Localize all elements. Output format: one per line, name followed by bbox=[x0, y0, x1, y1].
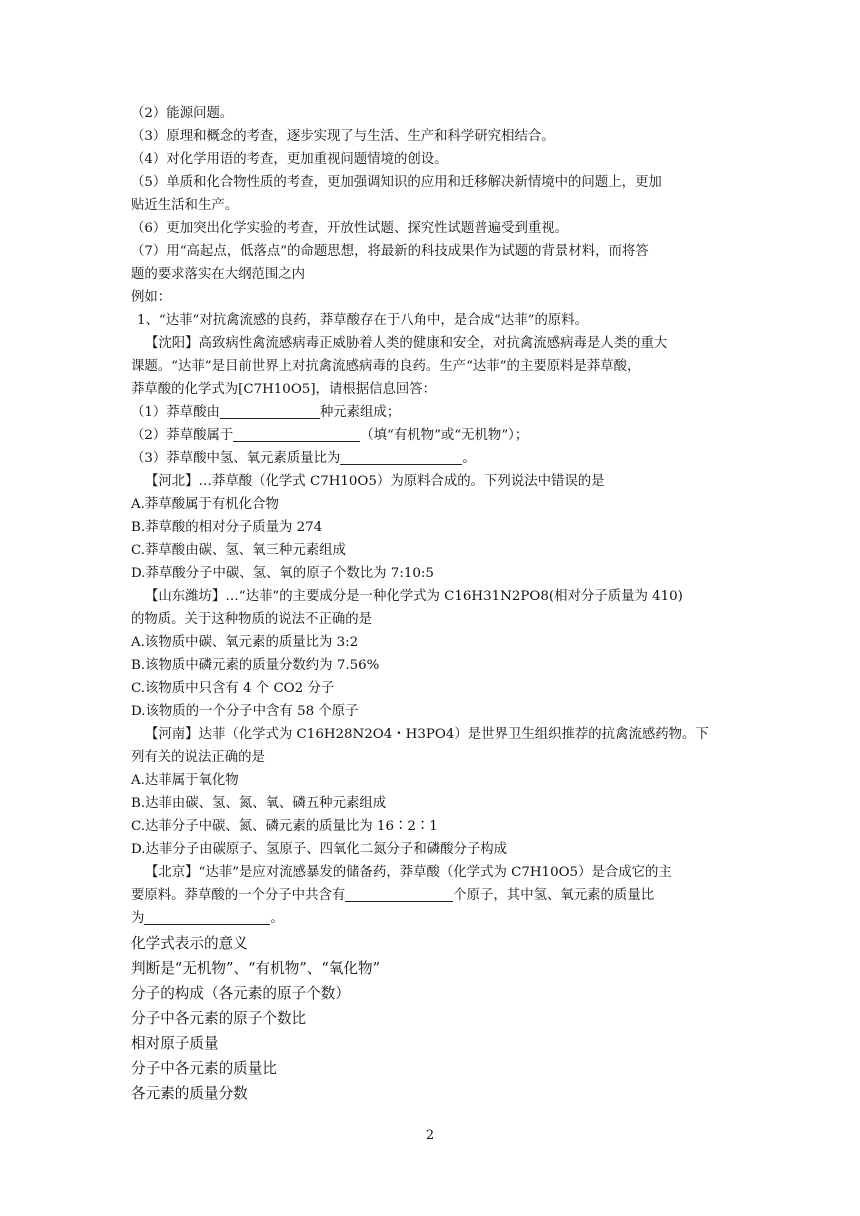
text-line: 【北京】“达菲”是应对流感暴发的储备药，莽草酸（化学式为 C7H10O5）是合成它的主 bbox=[145, 865, 672, 880]
text-line: （4）对化学用语的考查，更加重视问题情境的创设。 bbox=[131, 152, 448, 167]
text-line: 各元素的质量分数 bbox=[131, 1085, 248, 1102]
text-line: 判断是“无机物”、“有机物”、“氧化物” bbox=[131, 960, 381, 977]
option-line: D.达菲分子由碳原子、氢原子、四氧化二氮分子和磷酸分子构成 bbox=[131, 842, 508, 857]
text-line: 1、“达菲”对抗禽流感的良药，莽草酸存在于八角中，是合成“达菲”的原料。 bbox=[137, 313, 589, 328]
text-line: 莽草酸的化学式为[C7H10O5]，请根据信息回答： bbox=[131, 382, 437, 397]
text-line: 贴近生活和生产。 bbox=[131, 198, 239, 213]
answer-blank[interactable] bbox=[144, 910, 270, 925]
question-line bbox=[131, 403, 400, 422]
answer-blank[interactable] bbox=[220, 404, 320, 419]
question-text: （2）莽草酸属于 bbox=[131, 428, 234, 443]
text-line: 【河北】…莽草酸（化学式 C7H10O5）为原料合成的。下列说法中错误的是 bbox=[145, 474, 605, 489]
question-text: 种元素组成； bbox=[319, 405, 401, 420]
text-line: （2）能源问题。 bbox=[131, 106, 234, 121]
answer-blank[interactable] bbox=[340, 450, 462, 465]
text-line: 的物质。关于这种物质的说法不正确的是 bbox=[131, 612, 373, 627]
question-text: （3）莽草酸中氢、氧元素质量比为 bbox=[131, 451, 341, 466]
question-line bbox=[131, 886, 654, 905]
option-line: C.该物质中只含有 4 个 CO2 分子 bbox=[131, 681, 335, 696]
option-line: B.达菲由碳、氢、氮、氧、磷五种元素组成 bbox=[131, 796, 387, 811]
text-line: 课题。“达菲”是目前世界上对抗禽流感病毒的良药。生产“达菲”的主要原料是莽草酸， bbox=[131, 359, 641, 374]
text-line: （5）单质和化合物性质的考查，更加强调知识的应用和迁移解决新情境中的问题上，更加 bbox=[131, 175, 662, 190]
text-line: 分子的构成（各元素的原子个数） bbox=[131, 985, 350, 1002]
answer-blank[interactable] bbox=[233, 427, 360, 442]
text-line: 【河南】达菲（化学式为 C16H28N2O4・H3PO4）是世界卫生组织推荐的抗禽流感药物。下 bbox=[145, 727, 709, 742]
question-text: 为 bbox=[131, 911, 145, 926]
question-line bbox=[131, 449, 476, 468]
text-line: （6）更加突出化学实验的考查，开放性试题、探究性试题普遍受到重视。 bbox=[131, 221, 569, 236]
text-line: 化学式表示的意义 bbox=[131, 935, 248, 952]
question-text: （填“有机物”或“无机物”）； bbox=[360, 428, 529, 443]
option-line: A.达菲属于氧化物 bbox=[131, 773, 239, 788]
option-line: C.达菲分子中碳、氮、磷元素的质量比为 16∶2∶1 bbox=[131, 819, 438, 834]
option-line: C.莽草酸由碳、氢、氧三种元素组成 bbox=[131, 543, 346, 558]
option-line: D.莽草酸分子中碳、氢、氧的原子个数比为 7:10:5 bbox=[131, 566, 434, 581]
text-line: 分子中各元素的原子个数比 bbox=[131, 1010, 307, 1027]
text-line: 列有关的说法正确的是 bbox=[131, 750, 265, 765]
text-line: 题的要求落实在大纲范围之内 bbox=[131, 267, 306, 282]
question-text: （1）莽草酸由 bbox=[131, 405, 220, 420]
text-line: （7）用“高起点，低落点”的命题思想，将最新的科技成果作为试题的背景材料，而将答 bbox=[131, 244, 649, 259]
page-number: 2 bbox=[425, 1128, 435, 1143]
question-text: 个原子，其中氢、氧元素的质量比 bbox=[453, 888, 655, 903]
question-text: 。 bbox=[270, 911, 284, 926]
question-text: 要原料。莽草酸的一个分子中共含有 bbox=[131, 888, 346, 903]
text-line: 【沈阳】高致病性禽流感病毒正威胁着人类的健康和安全，对抗禽流感病毒是人类的重大 bbox=[145, 336, 668, 351]
question-line bbox=[131, 909, 284, 928]
option-line: B.莽草酸的相对分子质量为 274 bbox=[131, 520, 323, 535]
text-line: 例如： bbox=[131, 290, 172, 305]
option-line: B.该物质中磷元素的质量分数约为 7.56% bbox=[131, 658, 380, 673]
option-line: A.该物质中碳、氧元素的质量比为 3:2 bbox=[131, 635, 359, 650]
option-line: D.该物质的一个分子中含有 58 个原子 bbox=[131, 704, 359, 719]
text-line: （3）原理和概念的考查，逐步实现了与生活、生产和科学研究相结合。 bbox=[131, 129, 555, 144]
question-line bbox=[131, 426, 528, 445]
option-line: A.莽草酸属于有机化合物 bbox=[131, 497, 279, 512]
text-line: 【山东潍坊】…“达菲”的主要成分是一种化学式为 C16H31N2PO8(相对分子质量为 410) bbox=[145, 589, 683, 604]
answer-blank[interactable] bbox=[345, 887, 453, 902]
text-line: 相对原子质量 bbox=[131, 1035, 219, 1052]
text-line: 分子中各元素的质量比 bbox=[131, 1060, 277, 1077]
question-text: 。 bbox=[462, 451, 476, 466]
